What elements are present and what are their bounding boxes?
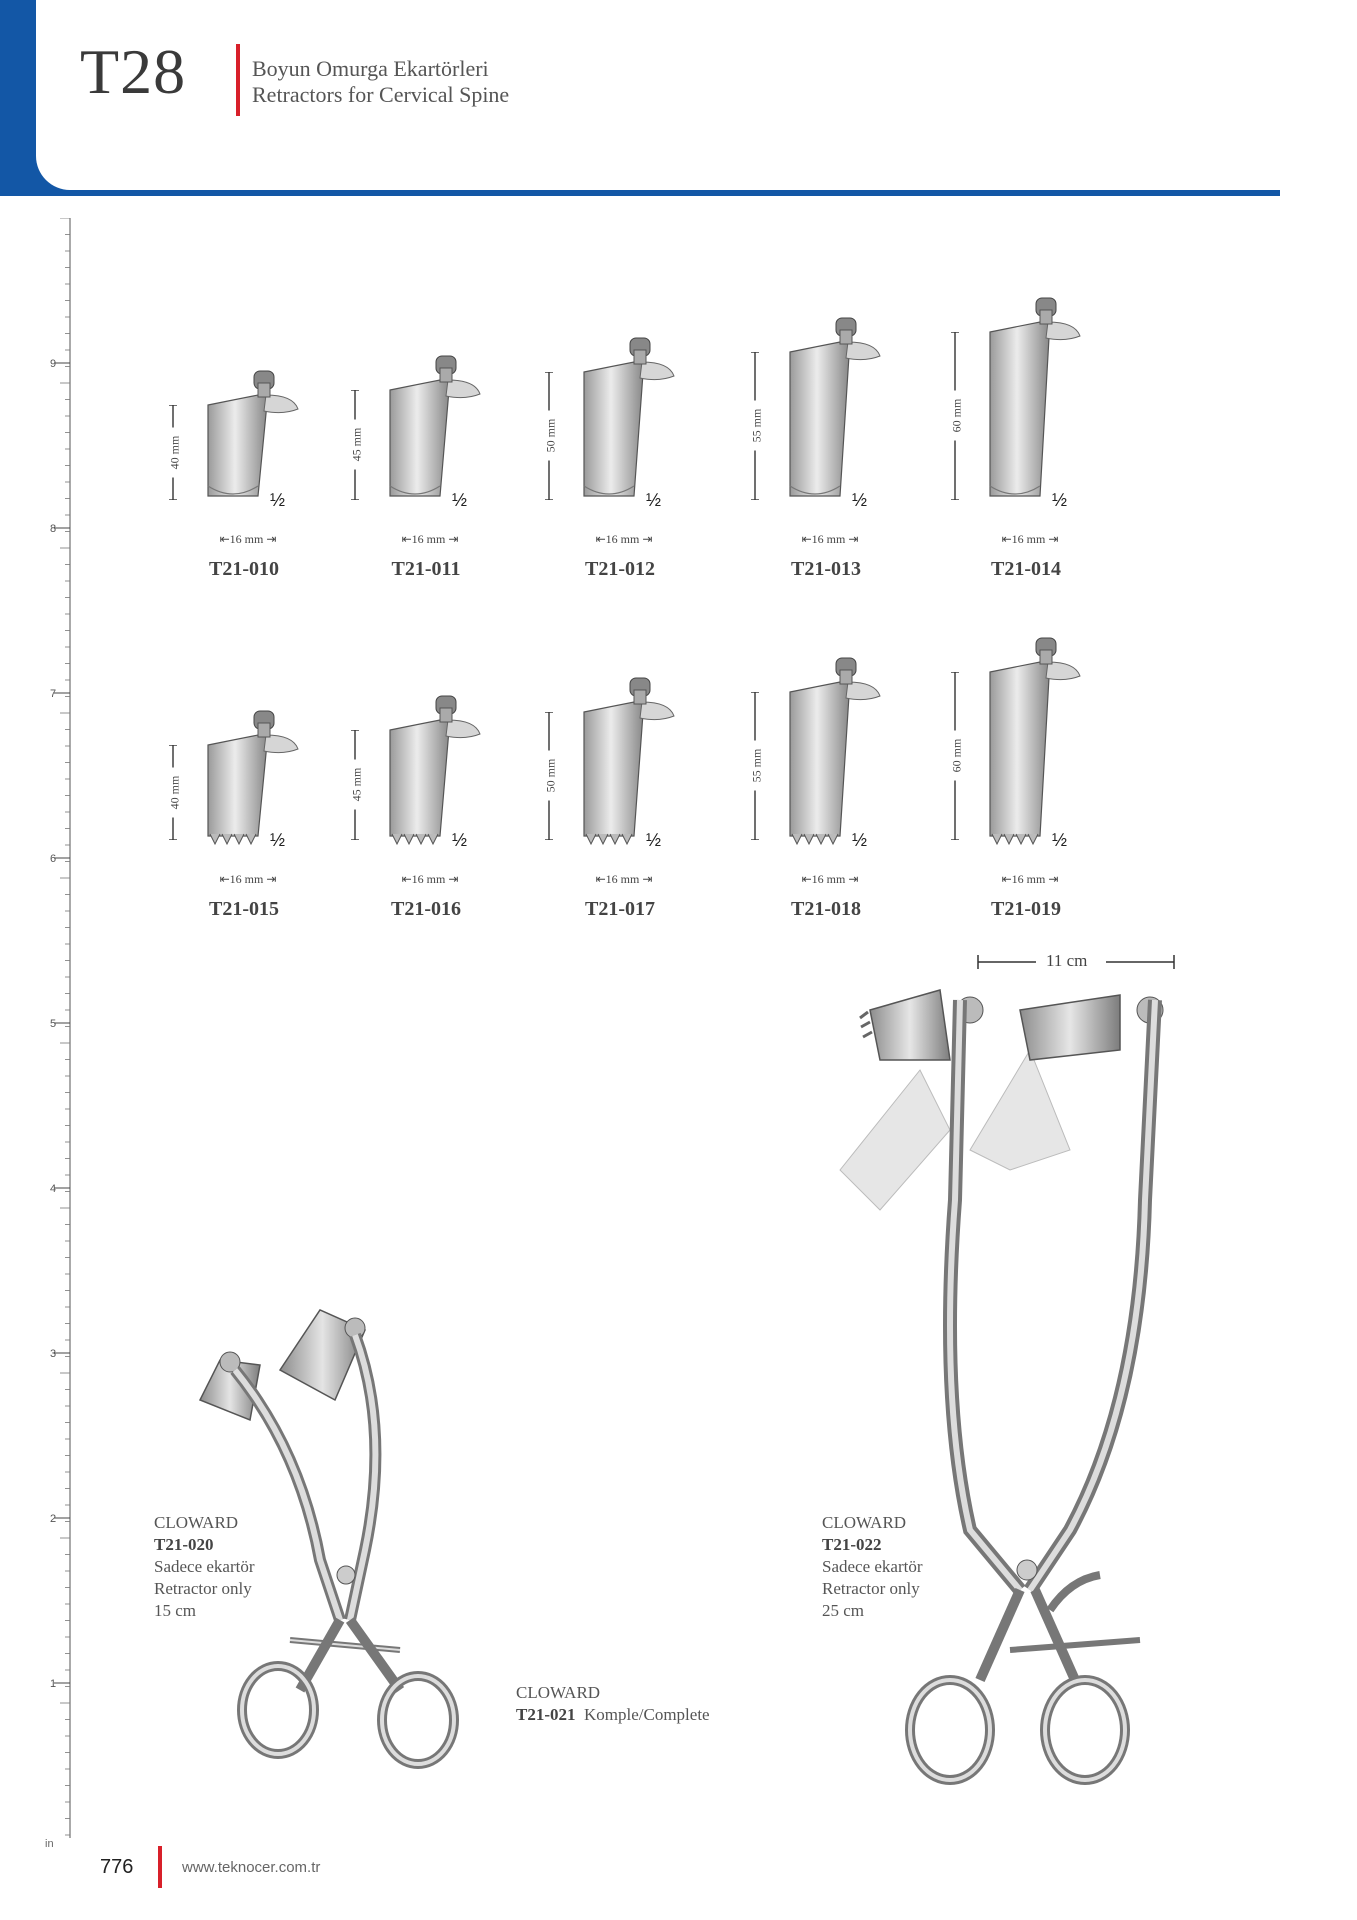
scale-label: ½ — [270, 830, 286, 850]
description-english: Retractor only — [154, 1579, 252, 1598]
blade-width-label: ⇤16 mm ⇥ — [219, 872, 277, 886]
description-turkish: Sadece ekartör — [154, 1557, 255, 1576]
product-label-t21-021 — [516, 1682, 710, 1726]
brand-name: CLOWARD — [516, 1683, 601, 1702]
blade-image-t21-010 — [198, 365, 308, 520]
blade-width-label: ⇤16 mm ⇥ — [801, 872, 859, 886]
blade-length-label: 40 mm — [168, 767, 183, 817]
page-number: 776 — [100, 1856, 134, 1878]
blade-image-t21-012 — [574, 332, 684, 520]
blade-image-t21-016 — [380, 690, 490, 860]
product-code-t21-015: T21-015 — [209, 898, 279, 920]
inch-ruler — [46, 218, 76, 1838]
blade-image-t21-017 — [574, 672, 684, 860]
product-code-t21-018: T21-018 — [791, 898, 861, 920]
blade-image-t21-015 — [198, 705, 308, 860]
ruler-label-4: 4 — [50, 1183, 57, 1195]
blade-length-label: 45 mm — [350, 420, 365, 470]
blade-length-label: 55 mm — [750, 401, 765, 451]
scale-label: ½ — [852, 490, 868, 510]
product-label-t21-020 — [154, 1512, 255, 1622]
scale-label: ½ — [1052, 490, 1068, 510]
product-code: T21-020 — [154, 1535, 214, 1554]
ruler-label-9: 9 — [50, 358, 57, 370]
ruler-unit-label: in — [45, 1838, 54, 1850]
blade-width-label: ⇤16 mm ⇥ — [1001, 872, 1059, 886]
footer-divider — [158, 1846, 162, 1888]
blade-width-label: ⇤16 mm ⇥ — [401, 872, 459, 886]
ruler-label-6: 6 — [50, 853, 57, 865]
brand-name: CLOWARD — [822, 1513, 907, 1532]
spread-dimension-label: 11 cm — [1046, 951, 1088, 970]
website-link[interactable]: www.teknocer.com.tr — [182, 1859, 321, 1876]
blade-width-label: ⇤16 mm ⇥ — [401, 532, 459, 546]
ruler-label-3: 3 — [50, 1348, 57, 1360]
product-code-t21-016: T21-016 — [391, 898, 461, 920]
catalog-section-code: T28 — [80, 36, 187, 107]
product-code-t21-019: T21-019 — [991, 898, 1061, 920]
blade-image-t21-011 — [380, 350, 490, 520]
blade-length-label: 50 mm — [544, 751, 559, 801]
product-label-t21-022 — [822, 1512, 923, 1622]
description: Komple/Complete — [584, 1705, 710, 1724]
product-code: T21-021 — [516, 1705, 576, 1724]
blade-image-t21-014 — [980, 292, 1090, 520]
blade-image-t21-018 — [780, 652, 890, 860]
blade-length-label: 60 mm — [950, 391, 965, 441]
ruler-label-5: 5 — [50, 1018, 57, 1030]
product-code-t21-014: T21-014 — [991, 558, 1061, 580]
brand-name: CLOWARD — [154, 1513, 239, 1532]
description-english: Retractor only — [822, 1579, 920, 1598]
scale-label: ½ — [452, 490, 468, 510]
description-turkish: Sadece ekartör — [822, 1557, 923, 1576]
blade-width-label: ⇤16 mm ⇥ — [1001, 532, 1059, 546]
blade-image-t21-019 — [980, 632, 1090, 860]
product-code-t21-010: T21-010 — [209, 558, 279, 580]
ruler-label-8: 8 — [50, 523, 57, 535]
product-code-t21-011: T21-011 — [391, 558, 461, 580]
title-divider — [236, 44, 240, 116]
scale-label: ½ — [1052, 830, 1068, 850]
blade-image-t21-013 — [780, 312, 890, 520]
ruler-label-1: 1 — [50, 1678, 57, 1690]
blade-width-label: ⇤16 mm ⇥ — [595, 872, 653, 886]
size: 25 cm — [822, 1601, 865, 1620]
blade-width-label: ⇤16 mm ⇥ — [219, 532, 277, 546]
scale-label: ½ — [452, 830, 468, 850]
blade-length-label: 50 mm — [544, 411, 559, 461]
section-title-turkish: Boyun Omurga Ekartörleri — [252, 56, 489, 81]
product-code: T21-022 — [822, 1535, 882, 1554]
scale-label: ½ — [270, 490, 286, 510]
scale-label: ½ — [646, 490, 662, 510]
product-code-t21-017: T21-017 — [585, 898, 655, 920]
header-panel — [36, 0, 1280, 190]
ruler-label-7: 7 — [50, 688, 57, 700]
scale-label: ½ — [852, 830, 868, 850]
section-title-english: Retractors for Cervical Spine — [252, 82, 510, 107]
blade-length-label: 45 mm — [350, 760, 365, 810]
scale-label: ½ — [646, 830, 662, 850]
cloward-large-retractor-image — [820, 950, 1180, 1810]
ruler-label-2: 2 — [50, 1513, 57, 1525]
blade-width-label: ⇤16 mm ⇥ — [801, 532, 859, 546]
blade-length-label: 40 mm — [168, 427, 183, 477]
product-code-t21-013: T21-013 — [791, 558, 861, 580]
blade-length-label: 60 mm — [950, 731, 965, 781]
size: 15 cm — [154, 1601, 197, 1620]
blade-width-label: ⇤16 mm ⇥ — [595, 532, 653, 546]
blade-length-label: 55 mm — [750, 741, 765, 791]
product-code-t21-012: T21-012 — [585, 558, 655, 580]
